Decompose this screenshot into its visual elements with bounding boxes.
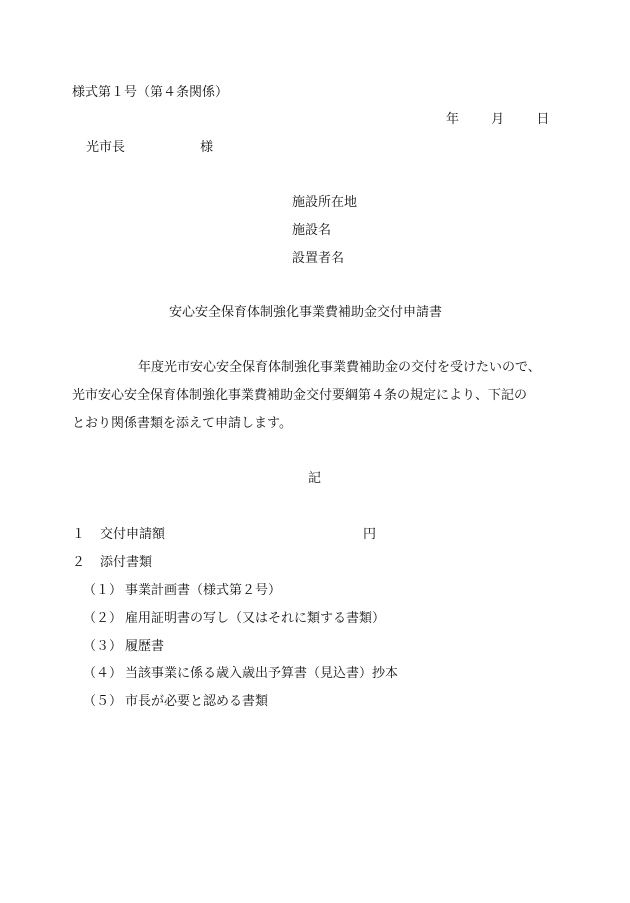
addressee-title: 光市長 xyxy=(86,140,126,155)
date-year: 年 xyxy=(446,112,460,127)
attachment-label: 事業計画書（様式第２号） xyxy=(125,583,282,598)
body-line-3: とおり関係書類を添えて申請します。 xyxy=(72,416,292,431)
attachment-label: 雇用証明書の写し（又はそれに類する書類） xyxy=(125,611,386,626)
attachment-label: 当該事業に係る歳入歳出予算書（見込書）抄本 xyxy=(125,666,399,681)
attachment-number: （４） xyxy=(83,666,123,681)
founder-name-label: 設置者名 xyxy=(292,251,345,266)
item-1-label: 交付申請額 xyxy=(100,527,166,542)
item-1-unit: 円 xyxy=(363,527,377,542)
attachment-number: （１） xyxy=(83,583,123,598)
attachment-number: （３） xyxy=(83,639,123,654)
body-line-2: 光市安心安全保育体制強化事業費補助金交付要綱第４条の規定により、下記の xyxy=(72,388,528,403)
facility-location-label: 施設所在地 xyxy=(292,195,358,210)
addressee-honorific: 様 xyxy=(200,140,214,155)
item-1-number: １ xyxy=(72,527,86,542)
attachment-label: 市長が必要と認める書類 xyxy=(125,694,269,709)
ki-heading: 記 xyxy=(308,471,322,486)
attachment-label: 履歴書 xyxy=(125,639,165,654)
addressee xyxy=(86,141,213,154)
item-2-label: 添付書類 xyxy=(100,555,153,570)
body-line-1: 年度光市安心安全保育体制強化事業費補助金の交付を受けたいので、 xyxy=(138,360,541,375)
attachment-number: （５） xyxy=(83,694,123,709)
item-2-number: ２ xyxy=(72,555,86,570)
facility-name-label: 施設名 xyxy=(292,223,332,238)
date-day: 日 xyxy=(536,112,550,127)
document-title: 安心安全保育体制強化事業費補助金交付申請書 xyxy=(169,305,443,320)
date-month: 月 xyxy=(491,112,505,127)
form-number: 様式第１号（第４条関係） xyxy=(72,85,229,100)
attachment-number: （２） xyxy=(83,611,123,626)
date-line xyxy=(446,113,549,126)
